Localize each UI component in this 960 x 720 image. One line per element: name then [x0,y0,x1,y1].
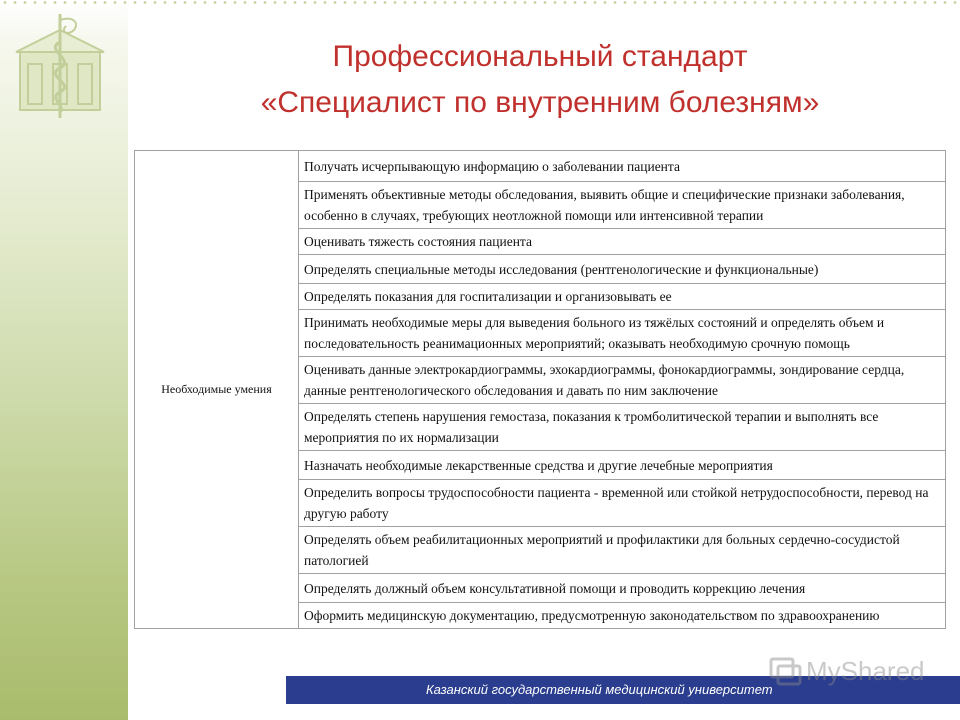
footer-banner: Казанский государственный медицинский университет [286,676,960,704]
watermark [768,654,938,694]
skill-cell: Назначать необходимые лекарственные средства и другие лечебные мероприятия [299,451,946,480]
watermark-icon [768,654,802,688]
skill-cell: Определять объем реабилитационных мероприятий и профилактики для больных сердечно-сосудистой патологией [299,527,946,574]
skill-cell: Оформить медицинскую документацию, предусмотренную законодательством по здравоохранению [299,603,946,629]
skill-cell: Определить вопросы трудоспособности пациента - временной или стойкой нетрудоспособности, перевод на другую работу [299,480,946,527]
page-title-line1: Профессиональный стандарт [332,40,748,73]
table-row [135,151,946,182]
skill-cell: Определять специальные методы исследования (рентгенологические и функциональные) [299,255,946,284]
skill-cell: Оценивать тяжесть состояния пациента [299,229,946,255]
page-title-line2: «Специалист по внутренним болезням» [260,86,820,119]
skill-cell: Определять должный объем консультативной помощи и проводить коррекцию лечения [299,574,946,603]
skill-cell: Оценивать данные электрокардиограммы, эхокардиограммы, фонокардиограммы, зондирование сердца, данные рентгенологического обследования и давать по ним заключение [299,357,946,404]
top-dot-border [0,0,960,5]
skill-cell: Получать исчерпывающую информацию о заболевании пациента [299,151,946,182]
skill-cell: Определять степень нарушения гемостаза, показания к тромболитической терапии и выполнять все мероприятия по их нормализации [299,404,946,451]
skills-table [134,150,946,629]
university-logo [14,12,106,120]
skill-cell: Определять показания для госпитализации и организовывать ее [299,284,946,310]
watermark-text: MyShared [806,656,925,686]
skill-cell: Применять объективные методы обследования, выявить общие и специфические признаки заболевания, особенно в случаях, требующих неотложной помощи или интенсивной терапии [299,182,946,229]
skill-cell: Принимать необходимые меры для выведения больного из тяжёлых состояний и определять объем и последовательность реанимационных мероприятий; оказывать необходимую срочную помощь [299,310,946,357]
category-cell: Необходимые умения [135,151,299,629]
